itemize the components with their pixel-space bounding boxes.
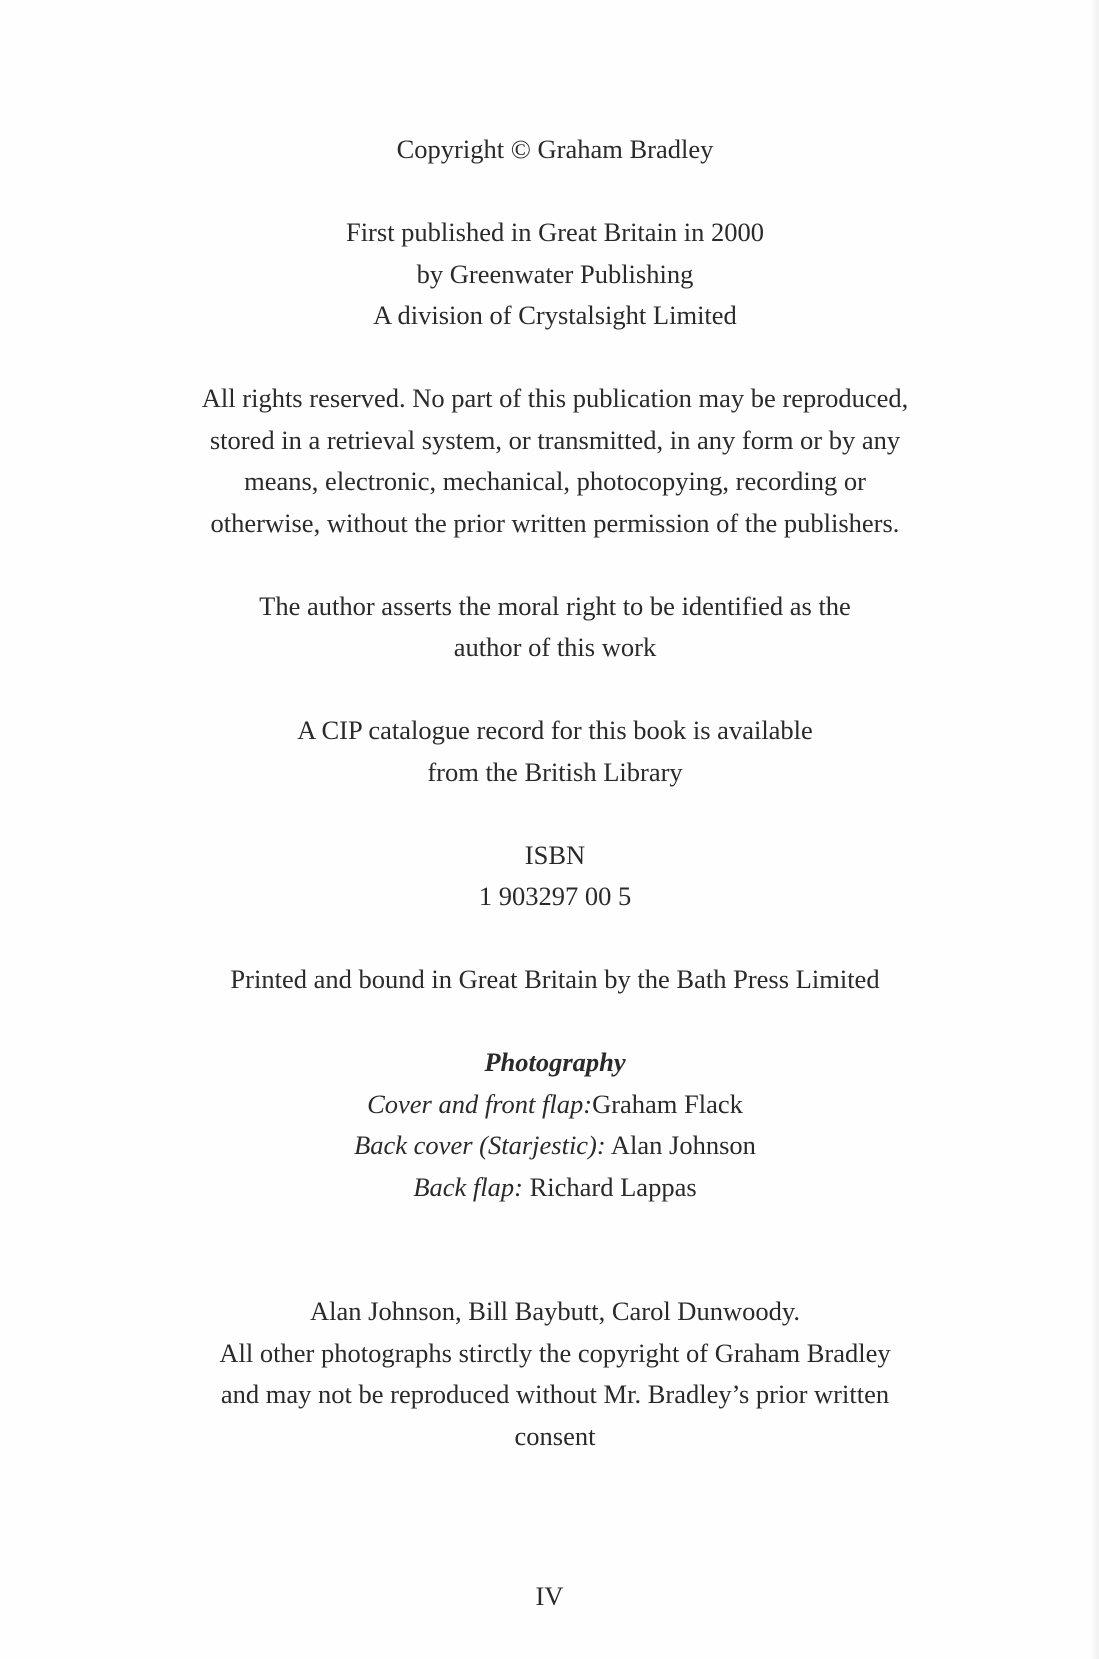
isbn-block (80, 835, 1030, 918)
photo-credit-name: Alan Johnson (605, 1130, 756, 1160)
moral-right-line-1: The author asserts the moral right to be identified as the (259, 590, 851, 621)
moral-right-line-2: author of this work (453, 632, 657, 662)
photo-credit-role: Cover and front flap: (367, 1088, 593, 1119)
rights-reserved (80, 378, 1030, 544)
rights-line-1: All rights reserved. No part of this publication may be reproduced, (201, 383, 909, 413)
copyright-page-content (80, 129, 1030, 1457)
other-credits-line-1: Alan Johnson, Bill Baybutt, Carol Dunwoody. (310, 1296, 800, 1326)
printer-line: Printed and bound in Great Britain by the Bath Press Limited (230, 964, 880, 994)
rights-line-2: stored in a retrieval system, or transmitted, in any form or by any (209, 424, 901, 455)
publication-line-3: A division of Crystalsight Limited (373, 300, 737, 330)
copyright-line: Copyright © Graham Bradley (396, 134, 714, 164)
cip-line-2: from the British Library (427, 756, 683, 787)
other-photo-credits (80, 1291, 1030, 1457)
photo-credit-name: Graham Flack (592, 1088, 743, 1119)
photo-credit-cover (80, 1084, 1030, 1126)
photography-credits (80, 1042, 1030, 1208)
page-number: IV (535, 1581, 564, 1611)
photo-credit-role: Back cover (Starjestic): (354, 1130, 606, 1160)
rights-line-3: means, electronic, mechanical, photocopying, recording or (244, 466, 866, 496)
page-edge-shadow (1089, 0, 1099, 1659)
publication-line-2: by Greenwater Publishing (416, 258, 694, 289)
photo-credit-name: Richard Lappas (522, 1171, 697, 1202)
cip-record (80, 710, 1030, 793)
copyright-notice (80, 129, 1030, 171)
isbn-number: 1 903297 00 5 (478, 881, 632, 911)
cip-line-1: A CIP catalogue record for this book is available (297, 715, 813, 745)
moral-right (80, 586, 1030, 669)
rights-line-4: otherwise, without the prior written permission of the publishers. (210, 507, 900, 538)
photography-heading: Photography (484, 1047, 626, 1077)
other-credits-line-3: and may not be reproduced without Mr. Bradley’s prior written (220, 1379, 890, 1409)
other-credits-line-4: consent (514, 1420, 596, 1451)
photo-credit-back-flap (80, 1167, 1030, 1209)
publication-info (80, 212, 1030, 337)
isbn-label: ISBN (524, 839, 586, 870)
other-credits-line-2: All other photographs stirctly the copyright of Graham Bradley (219, 1337, 891, 1368)
printer-info (80, 959, 1030, 1001)
photo-credit-role: Back flap: (413, 1171, 523, 1202)
photo-credit-back-cover (80, 1125, 1030, 1167)
publication-line-1: First published in Great Britain in 2000 (345, 217, 765, 247)
